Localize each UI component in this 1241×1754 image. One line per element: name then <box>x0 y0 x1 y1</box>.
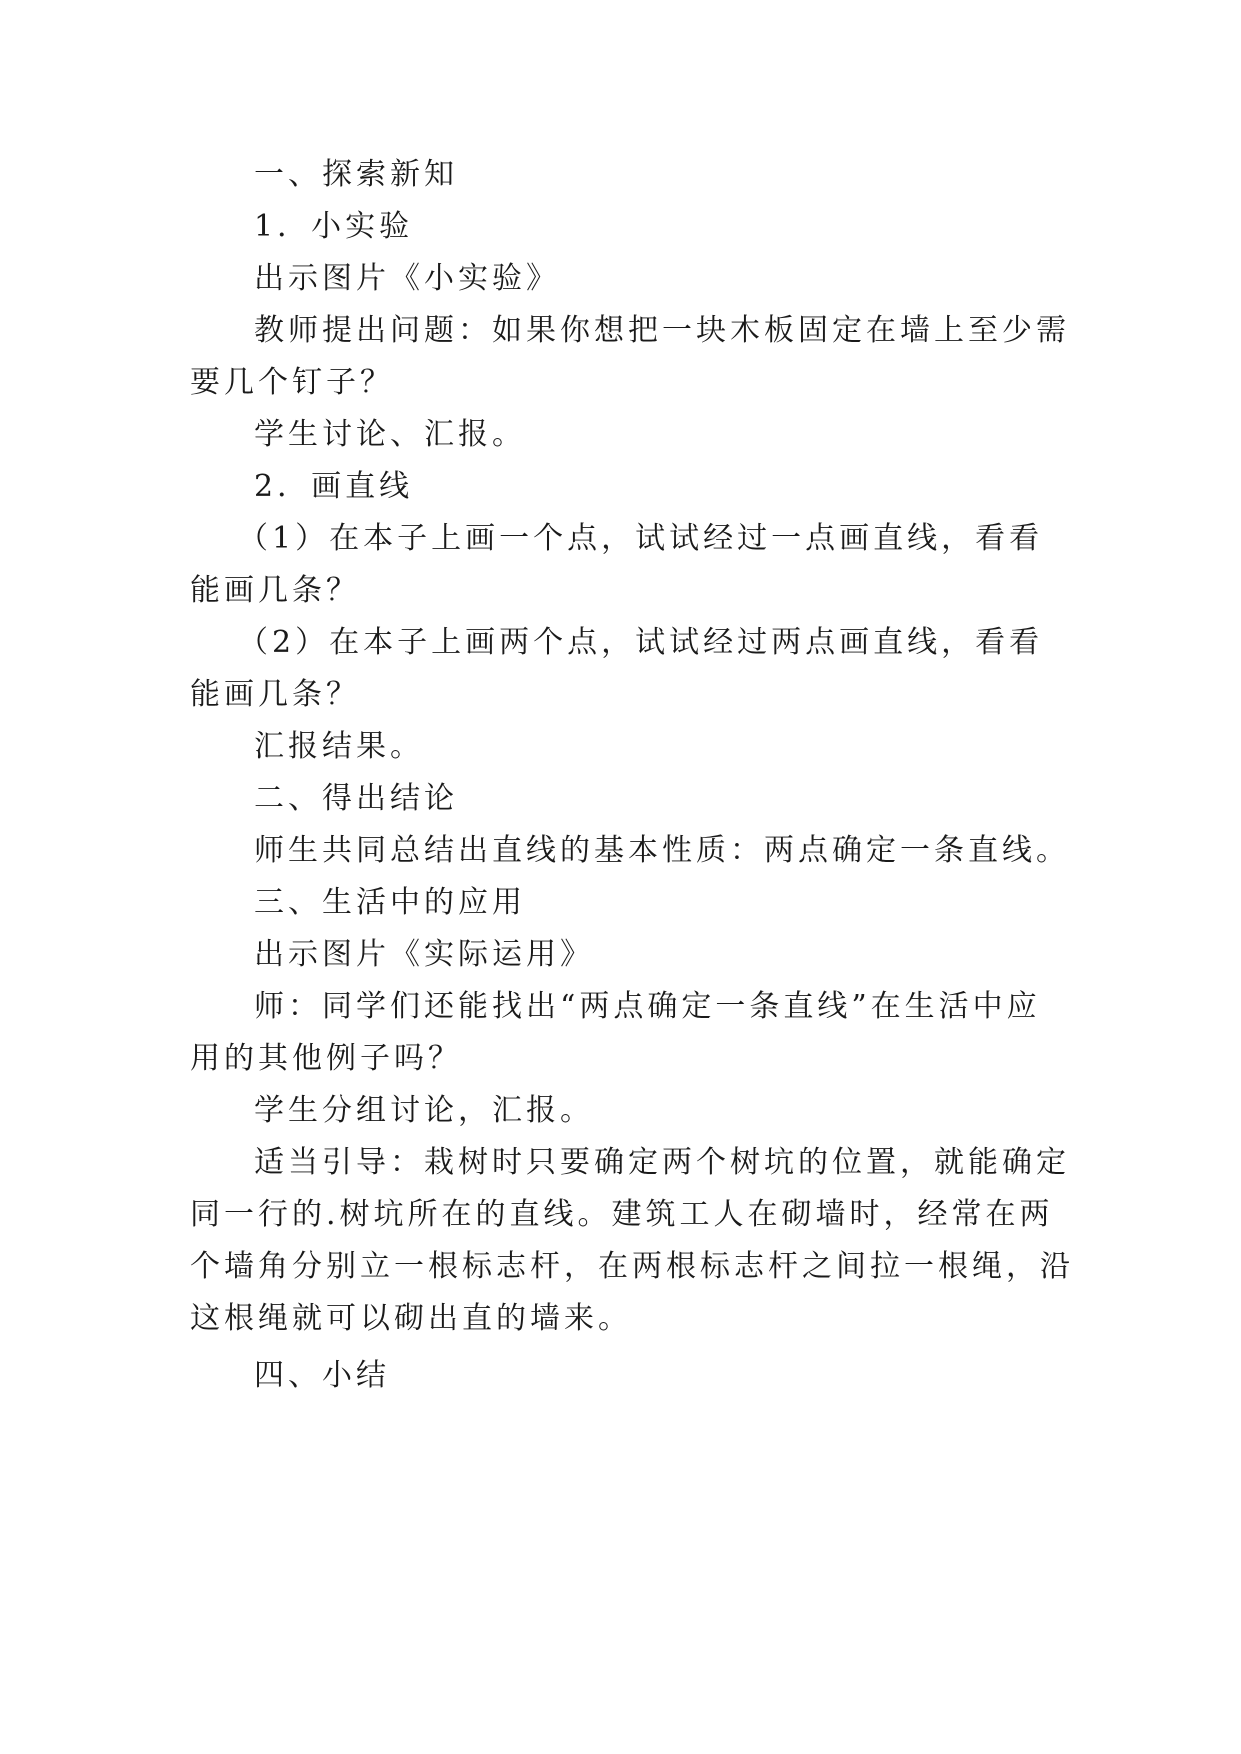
paragraph-line: 这根绳就可以砌出直的墙来。 <box>190 1301 632 1336</box>
subsection-heading: 1．小实验 <box>254 209 414 244</box>
paragraph-line: 用的其他例子吗？ <box>190 1041 462 1076</box>
paragraph-line: 师生共同总结出直线的基本性质：两点确定一条直线。 <box>254 833 1070 868</box>
paragraph-line: 出示图片《小实验》 <box>254 261 560 296</box>
paragraph-line: 出示图片《实际运用》 <box>254 937 594 972</box>
paragraph-line: 汇报结果。 <box>254 729 424 764</box>
paragraph-line: 同一行的.树坑所在的直线。建筑工人在砌墙时，经常在两 <box>190 1197 1054 1232</box>
paragraph-line: （1）在本子上画一个点，试试经过一点画直线，看看 <box>238 521 1044 556</box>
section-heading: 一、探索新知 <box>254 157 458 192</box>
paragraph-line: 适当引导：栽树时只要确定两个树坑的位置，就能确定 <box>254 1145 1070 1180</box>
paragraph-line: 要几个钉子？ <box>190 365 394 400</box>
subsection-heading: 2．画直线 <box>254 469 414 504</box>
paragraph-line: （2）在本子上画两个点，试试经过两点画直线，看看 <box>238 625 1044 660</box>
section-heading: 三、生活中的应用 <box>254 885 526 920</box>
section-heading: 四、小结 <box>254 1358 390 1393</box>
paragraph-line: 师：同学们还能找出“两点确定一条直线”在生活中应 <box>254 989 1041 1024</box>
paragraph-line: 能画几条？ <box>190 677 360 712</box>
paragraph-line: 教师提出问题：如果你想把一块木板固定在墙上至少需 <box>254 313 1070 348</box>
paragraph-line: 学生讨论、汇报。 <box>254 417 526 452</box>
paragraph-line: 个墙角分别立一根标志杆，在两根标志杆之间拉一根绳，沿 <box>190 1249 1074 1284</box>
paragraph-line: 学生分组讨论，汇报。 <box>254 1093 594 1128</box>
section-heading: 二、得出结论 <box>254 781 458 816</box>
paragraph-line: 能画几条？ <box>190 573 360 608</box>
